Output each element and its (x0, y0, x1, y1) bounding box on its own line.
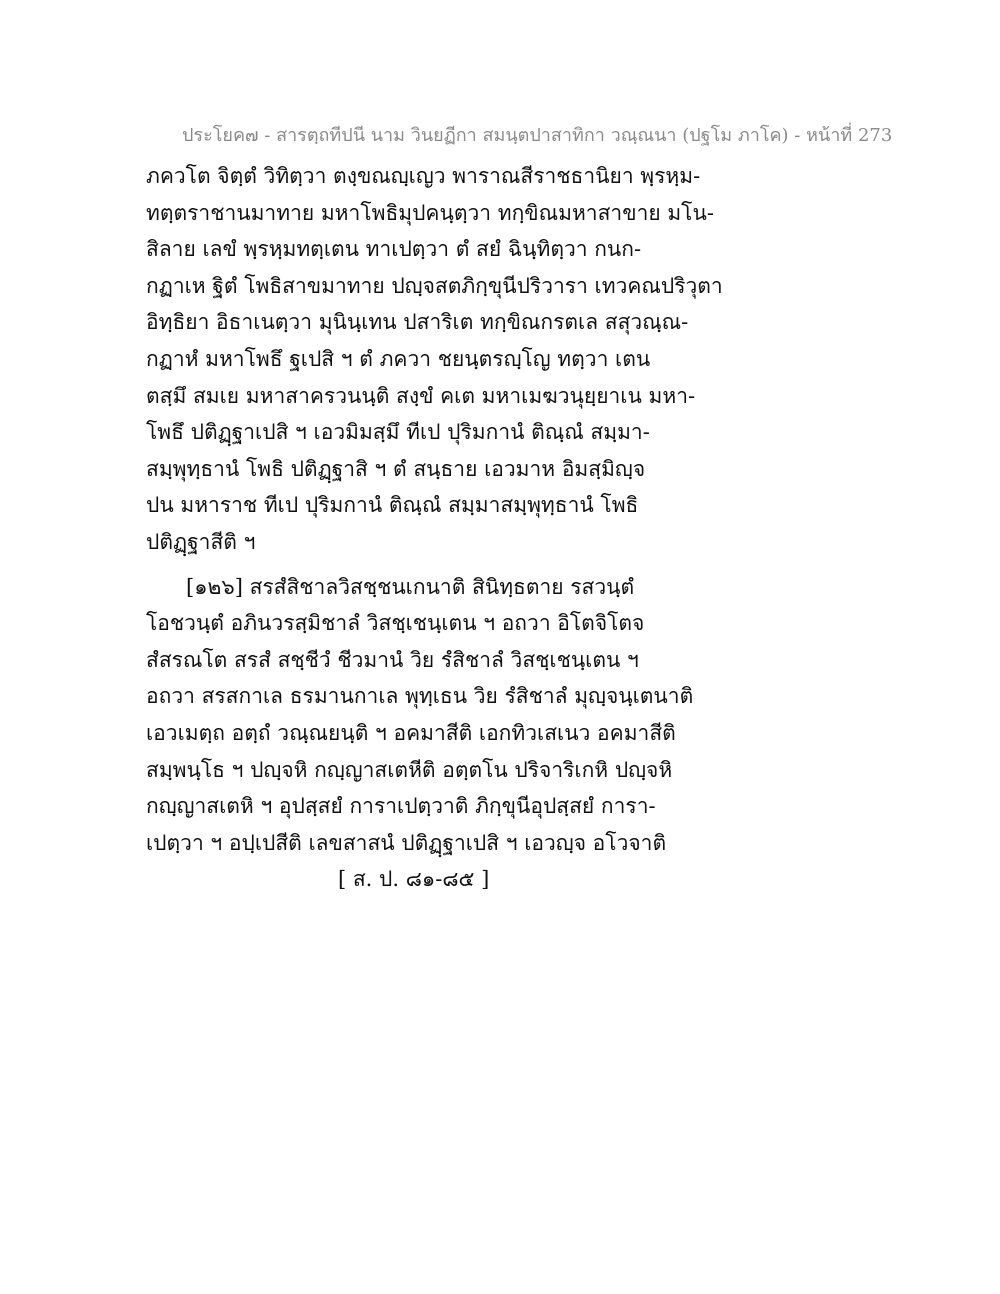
document-body (146, 158, 723, 898)
text-line: อิทฺธิยา อิธาเนตฺวา มุนินฺเทน ปสาริเต ทกฺขิณกรตเล สสุวณฺณ- (146, 310, 689, 335)
text-line: โพธึ ปติฏฺฐาเปสิ ฯ เอวมิมสฺมึ ทีเป ปุริมกานํ ติณฺณํ สมฺมา- (146, 420, 650, 445)
paragraph-spacer (146, 561, 706, 569)
text-line: ทตฺตราชานมาทาย มหาโพธิมุปคนฺตฺวา ทกฺขิณมหาสาขาย มโน- (146, 200, 714, 225)
text-line-indented: [๑๒๖] สรสํสิชาลวิสชฺชนเกนาติ สินิทฺธตาย รสวนฺตํ (186, 574, 635, 599)
text-line: ปติฏฺฐาสีติ ฯ (146, 529, 256, 554)
text-line: เปตฺวา ฯ อปฺเปสีติ เลขสาสนํ ปติฏฺฐาเปสิ ฯ เอวญฺจ อโวจาติ (146, 830, 667, 855)
text-line: กฏาเห ฐิตํ โพธิสาขมาทาย ปญฺจสตภิกฺขุนีปริวารา เทวคณปริวุตา (146, 273, 723, 298)
text-line: สิลาย เลขํ พฺรหฺมทตฺเตน ทาเปตฺวา ตํ สยํ ฉินฺทิตฺวา กนก- (146, 237, 642, 262)
paragraph-1 (146, 158, 723, 561)
text-line: ตสฺมึ สมเย มหาสาครวนนฺติ สงฺขํ คเต มหาเมฆวนุยฺยาเน มหา- (146, 383, 696, 408)
paragraph-2 (146, 569, 706, 862)
text-line: สํสรณโต สรสํ สชฺชีวํ ชีวมานํ วิย รํสิชาลํ วิสชฺเชนฺเตน ฯ (146, 647, 639, 672)
text-line: ภควโต จิตฺตํ วิทิตฺวา ตงฺขณญฺเญว พาราณสีราชธานิยา พฺรหฺม- (146, 164, 701, 188)
text-line: ปน มหาราช ทีเป ปุริมกานํ ติณฺณํ สมฺมาสมฺพุทฺธานํ โพธิ (146, 493, 639, 518)
source-reference: [ ส. ป. ๘๑-๘๕ ] (338, 867, 490, 892)
page-header: ประโยค๗ - สารตฺถทีปนี นาม วินยฏีกา สมนฺตปาสาทิกา วณฺณนา (ปฐโม ภาโค) - หน้าที่ 273 (182, 125, 893, 146)
text-line: โอชวนฺตํ อภินวรสฺมิชาลํ วิสชฺเชนฺเตน ฯ อถวา อิโตจิโตจ (146, 611, 645, 636)
text-line: อถวา สรสกาเล ธรมานกาเล พุทฺเธน วิย รํสิชาลํ มุญฺจนฺเตนาติ (146, 684, 694, 709)
text-line: เอวเมตฺถ อตฺถํ วณฺณยนฺติ ฯ อคมาสีติ เอกทิวเสเนว อคมาสีติ (146, 720, 676, 745)
text-line: กฏาหํ มหาโพธึ ฐเปสิ ฯ ตํ ภควา ชยนฺตรญฺโญ ทตฺวา เตน (146, 346, 651, 371)
text-line: สมฺพุทฺธานํ โพธิ ปติฏฺฐาสิ ฯ ตํ สนฺธาย เอวมาห อิมสฺมิญฺจ (146, 456, 646, 481)
text-line: กญฺญาสเตหิ ฯ อุปสฺสยํ การาเปตฺวาติ ภิกฺขุนีอุปสฺสยํ การา- (146, 794, 656, 819)
text-line: สมฺพนฺโธ ฯ ปญฺจหิ กญฺญาสเตหีติ อตฺตโน ปริจาริเกหิ ปญฺจหิ (146, 757, 673, 782)
